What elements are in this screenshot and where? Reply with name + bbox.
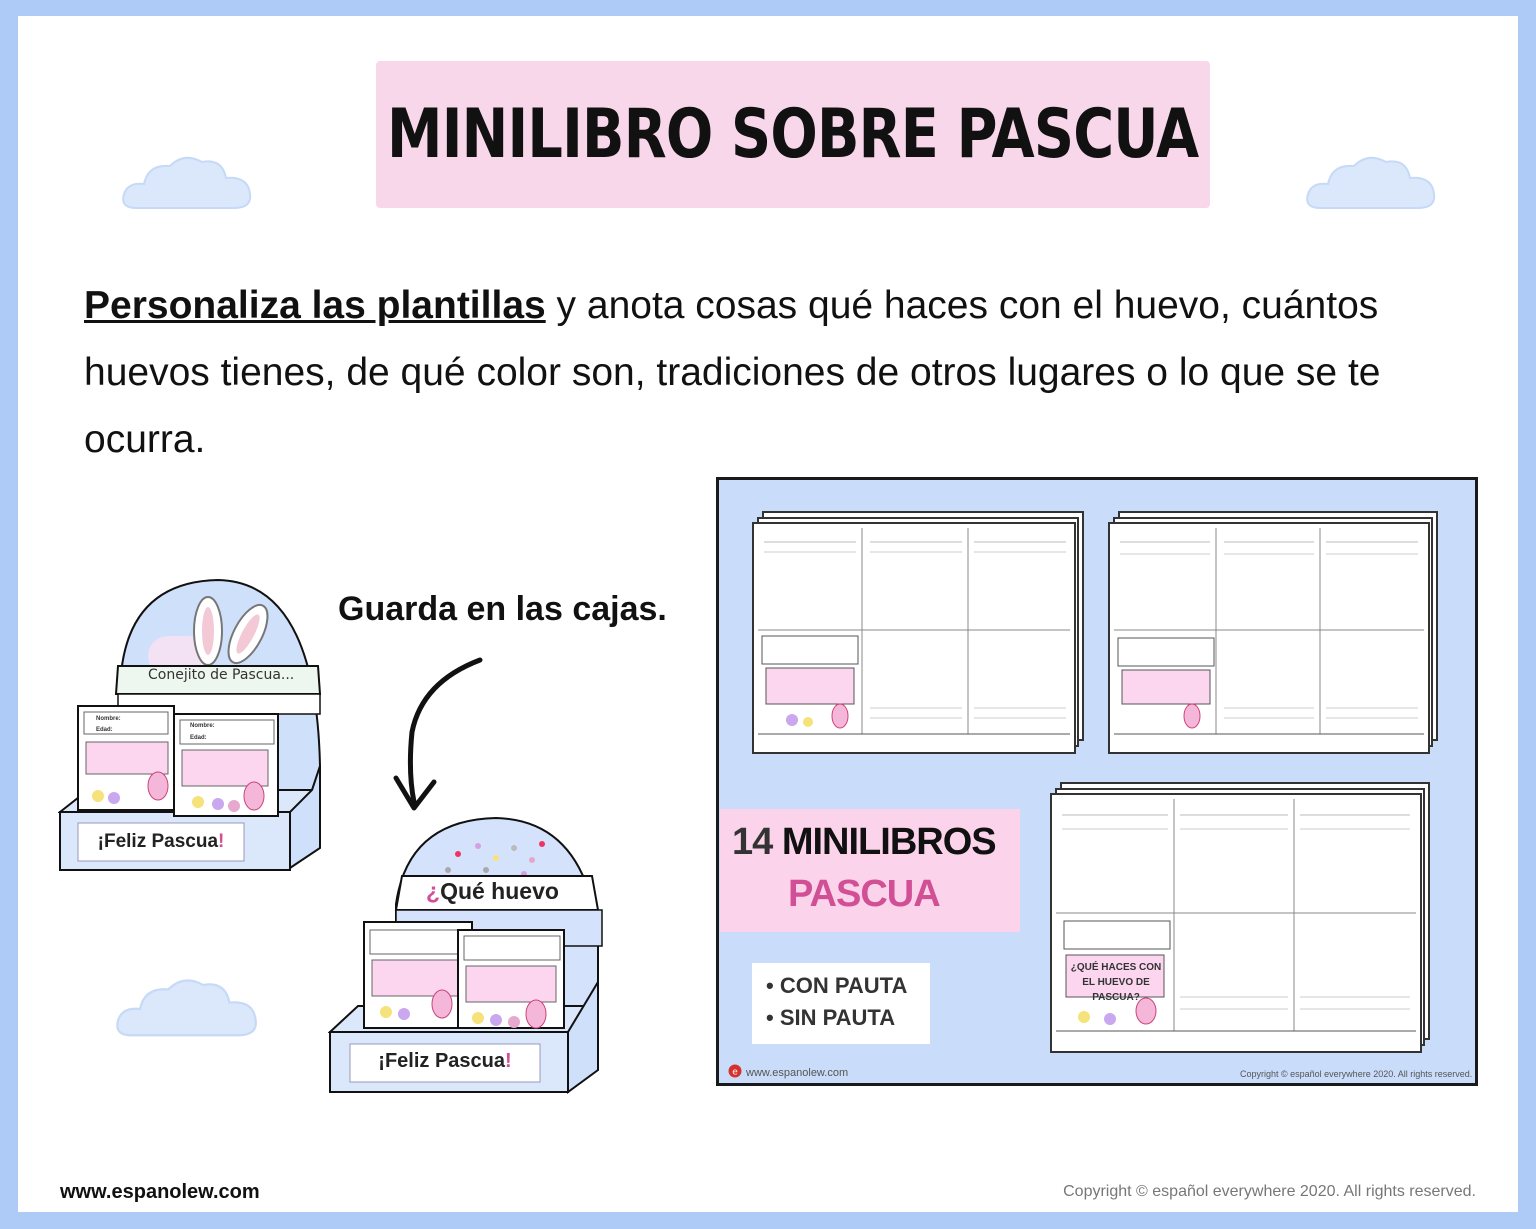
card-nombre-label: Nombre: bbox=[190, 723, 215, 729]
panel-footer-copyright: Copyright © español everywhere 2020. All rights reserved. bbox=[1240, 1069, 1473, 1079]
sheet-question-text: ¿QUÉ HACES CON EL HUEVO DE PASCUA? bbox=[1070, 962, 1162, 1003]
cloud-decoration bbox=[118, 150, 258, 216]
caption-text: Guarda en las cajas. bbox=[338, 590, 667, 628]
box-label: ¡Feliz Pascua! bbox=[97, 831, 225, 852]
footer-copyright: Copyright © español everywhere 2020. All rights reserved. bbox=[1063, 1183, 1476, 1200]
version-item: • SIN PAUTA bbox=[766, 1005, 896, 1030]
card-edad-label: Edad: bbox=[96, 727, 113, 733]
worksheet-page bbox=[1050, 793, 1422, 1053]
panel-footer-url: www.espanolew.com bbox=[746, 1067, 849, 1079]
box-label: ¡Feliz Pascua! bbox=[378, 1050, 512, 1072]
egg-banner-label: Conejito de Pascua... bbox=[148, 667, 295, 683]
intro-text: y anota cosas qué haces con el huevo, cuántos huevos tienes, de qué color son, tradiciones de otros lugares o lo que se te ocurra. bbox=[84, 284, 1381, 461]
cloud-decoration bbox=[1302, 150, 1442, 216]
logo-icon bbox=[728, 1064, 742, 1078]
card-edad-label: Edad: bbox=[190, 735, 207, 741]
card-nombre-label: Nombre: bbox=[96, 716, 121, 722]
intro-highlight: Personaliza las plantillas bbox=[84, 284, 546, 327]
egg-banner-label: ¿Qué huevo bbox=[426, 878, 559, 904]
worksheet-page bbox=[752, 522, 1076, 754]
page-title: MINILIBRO SOBRE PASCUA bbox=[387, 95, 1199, 174]
promo-line2: PASCUA bbox=[788, 873, 940, 915]
promo-line1: MINILIBROS bbox=[781, 821, 996, 863]
intro-paragraph bbox=[84, 272, 1484, 473]
svg-text:e: e bbox=[732, 1067, 738, 1078]
worksheet-page bbox=[1108, 522, 1430, 754]
cloud-decoration bbox=[110, 972, 266, 1044]
footer-url: www.espanolew.com bbox=[60, 1181, 260, 1203]
curved-arrow-icon bbox=[392, 652, 486, 816]
promo-number: 14 bbox=[732, 821, 773, 863]
promo-badge bbox=[720, 809, 1020, 932]
title-banner bbox=[376, 61, 1210, 208]
version-list bbox=[752, 963, 930, 1044]
version-item: • CON PAUTA bbox=[766, 973, 908, 998]
